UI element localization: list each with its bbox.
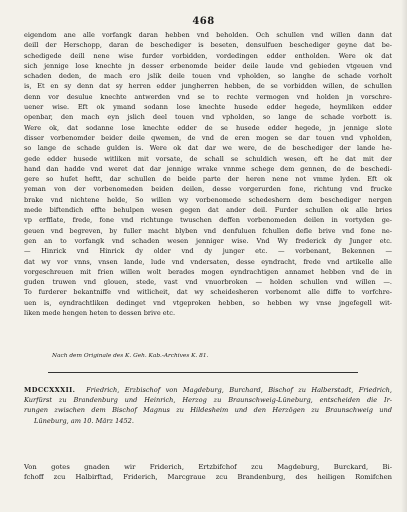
body-line: is, Et en sy denn dat sy herren edder jungherren hebben, de se vorbidden willen, de schullen — [24, 82, 392, 91]
body-line: gere so hufet heftt, dar schullen de beide parte der heren nene not vmme lyden. Eft ok — [24, 175, 392, 184]
intro-line: fchoff zcu Halbirftad, Friderich, Marcgraue zcu Brandenburg, des heiligen Romifchen — [24, 473, 392, 482]
body-line: disser vorbenomder beider deile qwemen, de vnd de eren mogen se dar touen vnd vpholden, — [24, 133, 392, 142]
body-line: deill der Herschopp, daran de beschediger is beseten, densulfuen beschediger geyne dat be- — [24, 41, 392, 50]
heading-line: MDCCXXXII. Friedrich, Erzbischof von Magdeburg, Burchard, Bischof zu Halberstadt, Friedrich, — [24, 386, 392, 394]
page-edge-shadow — [401, 0, 407, 512]
body-line: gen an to vorfangk vnd schaden wesen jenniger wise. Vnd Wy frederick dy Junger etc. — [24, 236, 392, 245]
heading-line: Lüneburg, am 10. März 1452. — [34, 416, 134, 425]
body-line: mede biftendich effte behulpen wesen gegen dat ander deil. Furder schullen ok alle bries — [24, 206, 392, 215]
body-line: — Hinrick vnd Hinrick dy older vnd dy junger etc. — vorbenant, Bekennen — — [24, 247, 392, 256]
body-line: vorgeschreuen mit frien willen wolt berades mogen eyndrachtigen annamet hebben vnd de in — [24, 267, 392, 276]
body-line: To furderer bekantniffe vnd witlicheit, dat wy scheidesheren vorbenomt alle diffe to vorfchre- — [24, 288, 392, 297]
body-line: guden truwen vnd glouen, stede, vast vnd vnuorbroken — holden schullen vnd willen —. — [24, 278, 392, 287]
body-line: uener wise. Eft ok ymand sodann lose knechte husede edder hegede, heymliken edder — [24, 103, 392, 112]
body-line: schaden deden, de mach ero jslik deile touen vnd vpholden, so langhe de schade vorholt — [24, 72, 392, 81]
body-line: brake vnd nichtene helde, So willen wy vorbenomede schedeshern dem beschediger nergen — [24, 195, 392, 204]
body-line: geuen vnd begreven, by fuller macht blyben vnd denfuluen fchullen defle brive vnd fone ne- — [24, 226, 392, 235]
document-intro-text — [24, 462, 392, 483]
section-divider — [48, 372, 358, 373]
body-line: yeman von der vorbenomeden beiden deilen, desse vorgerurden fone, richtung vnd frucke — [24, 185, 392, 194]
body-line: denn vor desulue knechte antwerden vnd se to rechte vermogen vnd holden jn vorschre- — [24, 92, 392, 101]
document-heading — [24, 385, 392, 426]
heading-line: rungen zwischen dem Bischof Magnus zu Hildesheim und den Herzögen zu Braunschweig und — [24, 406, 392, 415]
heading-line: Kurfürst zu Brandenburg und Heinrich, Herzog zu Braunschweig-Lüneburg, entscheiden die Ir- — [24, 396, 392, 405]
intro-line: Von gotes gnaden wir Friderich, Ertzbifchof zcu Magdeburg, Burckard, Bi- — [24, 463, 392, 471]
body-line: hand dan hadde vnd weret dat dar jennige wrake vnnme schege dem gennen, de de beschedi- — [24, 164, 392, 173]
document-number: MDCCXXXII. — [24, 386, 76, 394]
body-line: vp erfflate, frede, fone vnd richtunge twuschen deffen vorbenomeden deilen in vortyden ge- — [24, 216, 392, 225]
body-line: liken mede hengen heten to dessen brive etc. — [24, 309, 176, 318]
document-body-text — [24, 30, 392, 318]
body-line: so lange de schade gulden is. Were ok dat dar we were, de de beschediger der lande he- — [24, 144, 392, 153]
body-line: openbar, den mach eyn jslich deel touen vnd vpholden, so lange de schade vorbott is. — [24, 113, 392, 122]
page-number: 468 — [192, 16, 215, 27]
body-line: gede edder husede witliken mit vorsate, de schall se schuldich wesen, eft he dat mit der — [24, 154, 392, 163]
body-line: schedigede deill nene wise furder vorbidden, vordedingen edder entholden. Were ok dat — [24, 51, 392, 60]
body-line: dat wy vor vnns, vnsen lande, lude vnd vndersaten, desse eyndracht, frede vnd artikelle alle — [24, 257, 392, 266]
body-line: sich jennige lose knechte jn desser erbenomde beider deile laude vnd gebieden vtgeuen vnd — [24, 61, 392, 70]
body-line: uen is, eyndrachtliken dedinget vnd vtgeproken hebben, so hebben wy vnse jngefegell wit- — [24, 298, 392, 307]
body-line: Were ok, dat sodanne lose knechte edder de se husede edder hegede, jn jennige slote — [24, 123, 392, 132]
source-note: Nach dem Originale des K. Geh. Kab.-Archives K. 81. — [52, 353, 209, 359]
body-line: eigendom ane alle vorfangk daran hebben vnd beholden. Och schullen vnd willen dann dat — [24, 31, 392, 39]
